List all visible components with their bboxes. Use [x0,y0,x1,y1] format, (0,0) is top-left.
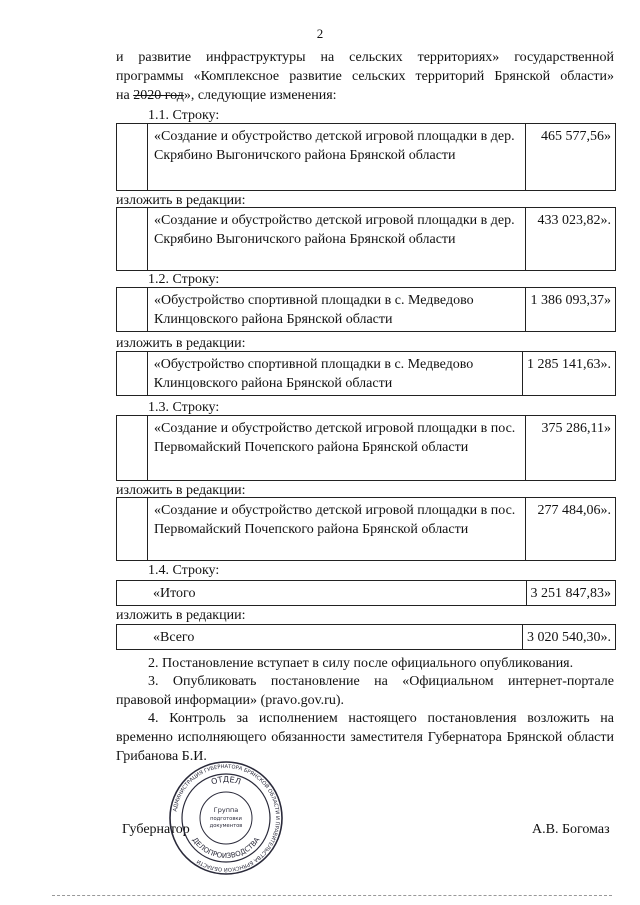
paragraph-4: 4. Контроль за исполнением настоящего постановления возложить на временно исполняющего обязанности заместителя Губернатора Брянской области Грибанова Б.И. [116,711,614,764]
row-description: «Обустройство спортивной площадки в с. Медведово Клинцовского района Брянской области [147,352,522,396]
new-total-table [116,624,616,650]
item-heading: 1.4. Строку: [148,563,220,578]
old-total-table [116,580,616,606]
row-description: «Создание и обустройство детской игровой площадки в пос. Первомайский Почепского района Брянской области [148,498,526,561]
page-number: 2 [316,26,324,41]
edit-label: изложить в редакции: [116,483,246,498]
row-value: 277 484,06». [526,498,616,561]
new-row-table [116,207,616,271]
stamp-ring-bottom: ДЕЛОПРОИЗВОДСТВА [190,836,262,861]
signature-name: А.В. Богомаз [532,822,610,837]
row-description: «Обустройство спортивной площадки в с. Медведово Клинцовского района Брянской области [148,288,526,332]
intro-line: программы «Комплексное развитие сельских территорий Брянской области» [116,69,614,84]
intro-text: на [116,88,134,103]
empty-cell [117,124,148,191]
paragraph-2: 2. Постановление вступает в силу после официального опубликования. [148,656,574,671]
stamp-center-line: Группа [213,806,239,814]
edit-label: изложить в редакции: [116,336,246,351]
struck-year: 2020 год [133,88,184,103]
signature-position: Губернатор [122,822,190,837]
row-value: 3 251 847,83» [526,581,616,606]
scan-artifact-line [52,895,612,897]
row-description: «Создание и обустройство детской игровой площадки в дер. Скрябино Выгоничского района Брянской области [148,124,526,191]
item-heading: 1.1. Строку: [148,108,220,123]
new-row-table [116,497,616,561]
row-value: 433 023,82». [526,208,616,271]
paragraph-3: 3. Опубликовать постановление на «Официальном интернет-портале правовой информации» (pravo.gov.ru). [116,674,614,708]
empty-cell [117,352,148,396]
row-value: 1 386 093,37» [526,288,616,332]
stamp-center-line: документов [209,823,243,829]
intro-line [116,86,614,105]
new-row-table [116,351,616,396]
edit-label: изложить в редакции: [116,608,246,623]
intro-paragraph [116,48,614,105]
row-description: «Создание и обустройство детской игровой площадки в дер. Скрябино Выгоничского района Брянской области [148,208,526,271]
empty-cell [117,416,148,481]
row-value: 465 577,56» [526,124,616,191]
item-heading: 1.2. Строку: [148,272,220,287]
row-description: «Итого [117,581,527,606]
stamp-ring-top: ОТДЕЛ [209,774,243,787]
stamp-center-line: подготовки [210,816,242,822]
intro-line: и развитие инфраструктуры на сельских территориях» государственной [116,50,614,65]
item-heading: 1.3. Строку: [148,400,220,415]
old-row-table [116,123,616,191]
intro-text: », следующие изменения: [183,88,337,103]
edit-label: изложить в редакции: [116,193,246,208]
row-description: «Создание и обустройство детской игровой площадки в пос. Первомайский Почепского района Брянской области [148,416,526,481]
row-value: 375 286,11» [526,416,616,481]
old-row-table [116,415,616,481]
office-stamp [168,760,284,876]
row-description: «Всего [117,625,523,650]
row-value: 3 020 540,30». [523,625,616,650]
stamp-outer-text: АДМИНИСТРАЦИЯ ГУБЕРНАТОРА БРЯНСКОЙ ОБЛАСТИ И ПРАВИТЕЛЬСТВА БРЯНСКОЙ ОБЛАСТИ [172,763,281,873]
row-value: 1 285 141,63». [523,352,616,396]
empty-cell [117,208,148,271]
empty-cell [117,498,148,561]
empty-cell [117,288,148,332]
old-row-table [116,287,616,332]
